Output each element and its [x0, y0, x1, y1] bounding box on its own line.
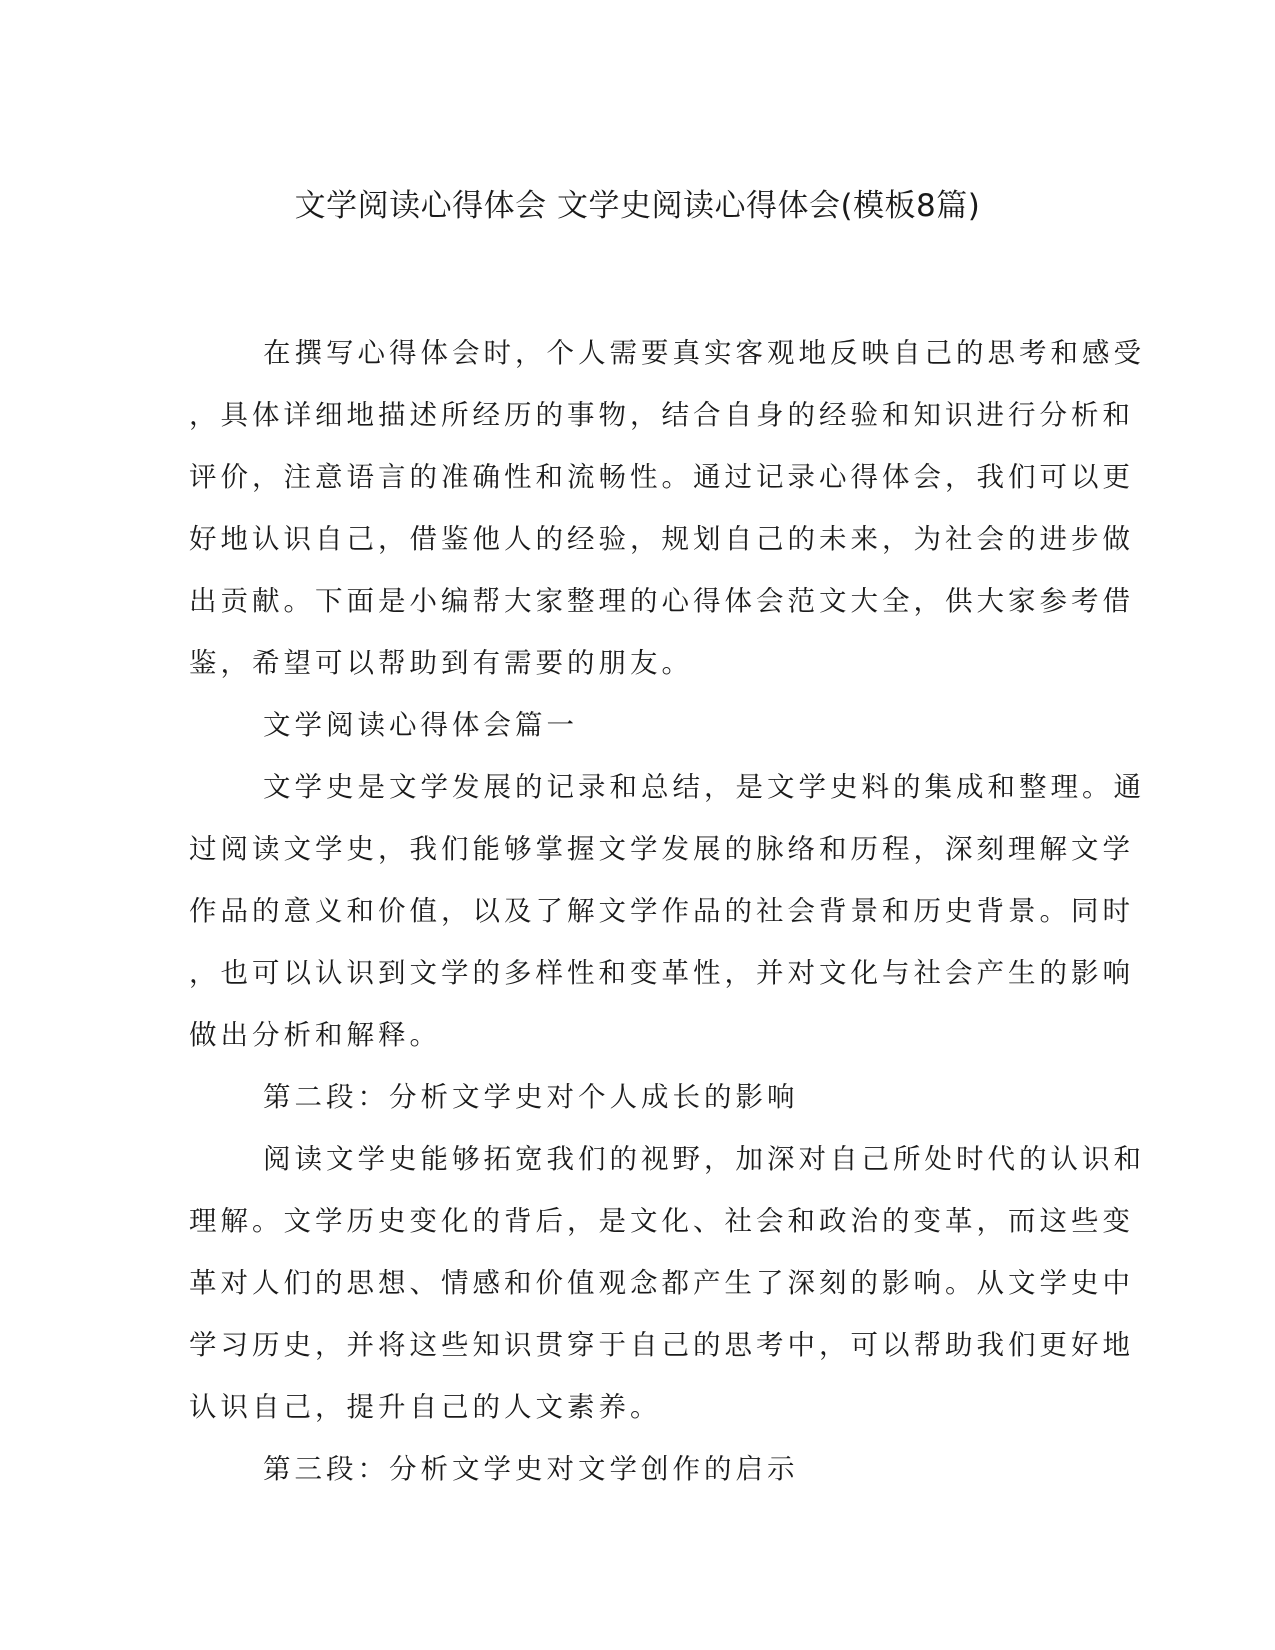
paragraph-line: 过阅读文学史，我们能够掌握文学发展的脉络和历程，深刻理解文学 [189, 833, 1134, 865]
paragraph-line: 在撰写心得体会时，个人需要真实客观地反映自己的思考和感受 [263, 337, 1145, 369]
section-heading: 第二段：分析文学史对个人成长的影响 [263, 1081, 799, 1113]
document-body [189, 322, 1145, 1500]
paragraph-line: 出贡献。下面是小编帮大家整理的心得体会范文大全，供大家参考借 [189, 585, 1134, 617]
paragraph-line: ，也可以认识到文学的多样性和变革性，并对文化与社会产生的影响 [189, 957, 1134, 989]
paragraph-line: 理解。文学历史变化的背后，是文化、社会和政治的变革，而这些变 [189, 1205, 1134, 1237]
paragraph-line: 评价，注意语言的准确性和流畅性。通过记录心得体会，我们可以更 [189, 461, 1134, 493]
paragraph-line: 阅读文学史能够拓宽我们的视野，加深对自己所处时代的认识和 [263, 1143, 1145, 1175]
paragraph-line: 学习历史，并将这些知识贯穿于自己的思考中，可以帮助我们更好地 [189, 1329, 1134, 1361]
document-title: 文学阅读心得体会 文学史阅读心得体会(模板8篇) [294, 188, 981, 224]
section-heading: 文学阅读心得体会篇一 [263, 709, 578, 741]
paragraph-line: ，具体详细地描述所经历的事物，结合自身的经验和知识进行分析和 [189, 399, 1134, 431]
paragraph-line: 做出分析和解释。 [189, 1019, 441, 1051]
paragraph-line: 文学史是文学发展的记录和总结，是文学史料的集成和整理。通 [263, 771, 1145, 803]
paragraph-line: 鉴，希望可以帮助到有需要的朋友。 [189, 647, 693, 679]
section-heading: 第三段：分析文学史对文学创作的启示 [263, 1453, 799, 1485]
paragraph-line: 作品的意义和价值，以及了解文学作品的社会背景和历史背景。同时 [189, 895, 1134, 927]
paragraph-line: 好地认识自己，借鉴他人的经验，规划自己的未来，为社会的进步做 [189, 523, 1134, 555]
paragraph-line: 革对人们的思想、情感和价值观念都产生了深刻的影响。从文学史中 [189, 1267, 1134, 1299]
paragraph-line: 认识自己，提升自己的人文素养。 [189, 1391, 662, 1423]
